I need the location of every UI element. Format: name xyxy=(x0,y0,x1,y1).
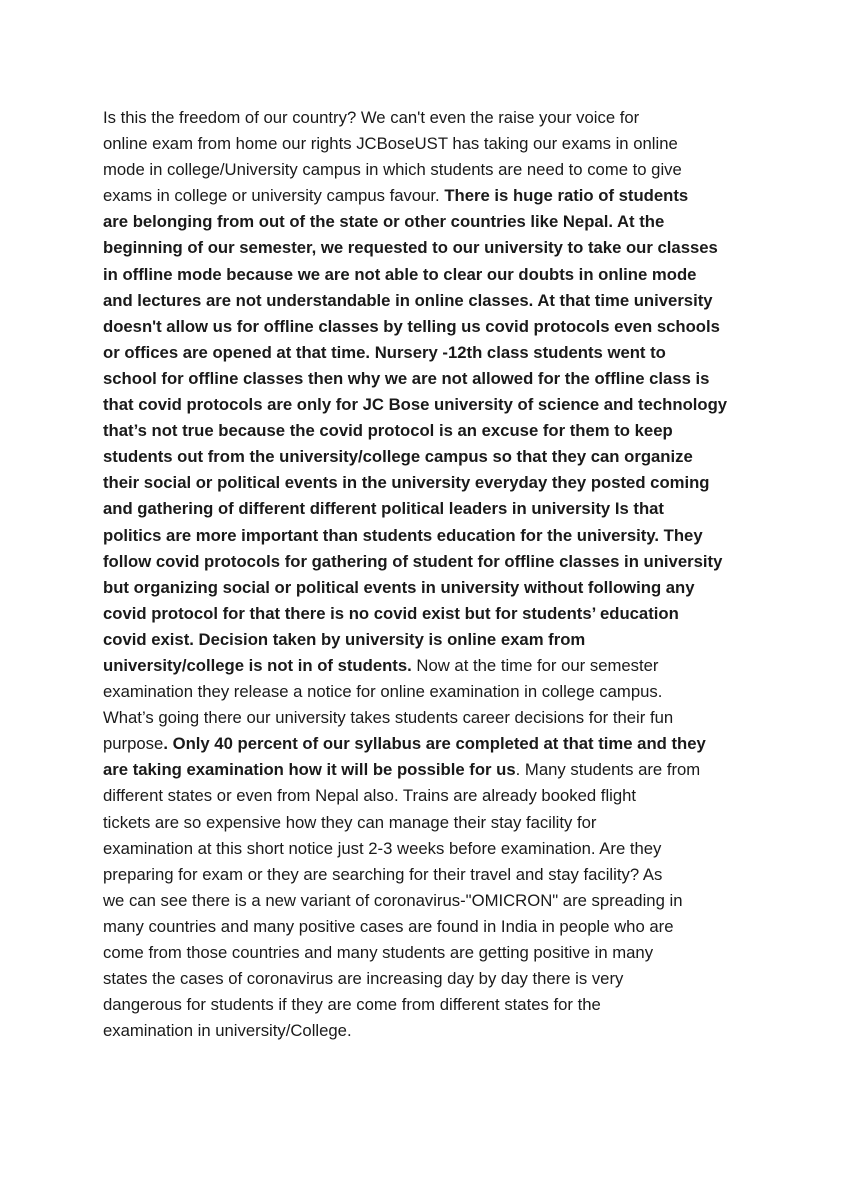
text-run: dangerous for students if they are come from different states for the xyxy=(103,995,601,1015)
text-line xyxy=(103,731,763,757)
bold-text-run: or offices are opened at that time. Nursery -12th class students went to xyxy=(103,342,666,362)
bold-text-run: school for offline classes then why we are not allowed for the offline class is xyxy=(103,368,710,388)
text-line xyxy=(103,1018,763,1044)
bold-text-run: are belonging from out of the state or other countries like Nepal. At the xyxy=(103,212,665,232)
text-line xyxy=(103,575,763,601)
text-run: preparing for exam or they are searching for their travel and stay facility? As xyxy=(103,864,663,884)
bold-text-run: that’s not true because the covid protocol is an excuse for them to keep xyxy=(103,421,673,441)
bold-text-run: are taking examination how it will be possible for us xyxy=(103,760,516,780)
text-line xyxy=(103,653,763,679)
text-run: purpose xyxy=(103,734,164,754)
text-line xyxy=(103,183,763,209)
bold-text-run: politics are more important than students education for the university. They xyxy=(103,525,703,545)
bold-text-run: covid exist. Decision taken by university is online exam from xyxy=(103,629,586,649)
text-line xyxy=(103,992,763,1018)
text-line xyxy=(103,627,763,653)
text-line xyxy=(103,366,763,392)
bold-text-run: students out from the university/college campus so that they can organize xyxy=(103,447,693,467)
text-line xyxy=(103,523,763,549)
text-run: . Many students are from xyxy=(515,760,701,780)
text-line xyxy=(103,131,763,157)
text-line xyxy=(103,496,763,522)
text-run: online exam from home our rights JCBoseUST has taking our exams in online xyxy=(103,134,678,154)
text-line xyxy=(103,235,763,261)
bold-text-run: follow covid protocols for gathering of student for offline classes in university xyxy=(103,551,723,571)
bold-text-run: their social or political events in the university everyday they posted coming xyxy=(103,473,710,493)
bold-text-run: doesn't allow us for offline classes by telling us covid protocols even schools xyxy=(103,316,720,336)
text-run: examination at this short notice just 2-3 weeks before examination. Are they xyxy=(103,838,662,858)
bold-text-run: There is huge ratio of students xyxy=(444,186,689,206)
bold-text-run: covid protocol for that there is no covid exist but for students’ education xyxy=(103,603,679,623)
text-line xyxy=(103,444,763,470)
text-line xyxy=(103,105,763,131)
text-run: we can see there is a new variant of coronavirus-"OMICRON" are spreading in xyxy=(103,890,683,910)
bold-text-run: and gathering of different different political leaders in university Is that xyxy=(103,499,664,519)
bold-text-run: university/college is not in of students. xyxy=(103,655,412,675)
text-run: exams in college or university campus favour. xyxy=(103,186,445,206)
text-line xyxy=(103,705,763,731)
text-run: Is this the freedom of our country? We can't even the raise your voice for xyxy=(103,108,640,127)
text-line xyxy=(103,888,763,914)
text-line xyxy=(103,470,763,496)
text-line xyxy=(103,340,763,366)
text-line xyxy=(103,783,763,809)
text-run: examination they release a notice for online examination in college campus. xyxy=(103,682,663,702)
text-line xyxy=(103,836,763,862)
text-line xyxy=(103,810,763,836)
body-paragraph xyxy=(103,105,763,1044)
bold-text-run: but organizing social or political events in university without following any xyxy=(103,577,695,597)
text-line xyxy=(103,914,763,940)
text-run: tickets are so expensive how they can manage their stay facility for xyxy=(103,812,597,832)
text-run: come from those countries and many students are getting positive in many xyxy=(103,943,654,962)
text-line xyxy=(103,418,763,444)
text-line xyxy=(103,314,763,340)
text-run: mode in college/University campus in which students are need to come to give xyxy=(103,160,682,180)
text-line xyxy=(103,601,763,627)
text-line xyxy=(103,862,763,888)
text-line xyxy=(103,392,763,418)
bold-text-run: . Only 40 percent of our syllabus are completed at that time and they xyxy=(163,734,706,754)
text-run: many countries and many positive cases are found in India in people who are xyxy=(103,916,674,936)
text-run: examination in university/College. xyxy=(103,1021,352,1041)
text-line xyxy=(103,757,763,783)
text-run: What’s going there our university takes students career decisions for their fun xyxy=(103,708,674,728)
text-line xyxy=(103,288,763,314)
text-run: different states or even from Nepal also. Trains are already booked flight xyxy=(103,786,637,806)
text-line xyxy=(103,940,763,966)
text-line xyxy=(103,966,763,992)
text-line xyxy=(103,157,763,183)
bold-text-run: in offline mode because we are not able to clear our doubts in online mode xyxy=(103,264,697,284)
text-line xyxy=(103,262,763,288)
bold-text-run: beginning of our semester, we requested to our university to take our classes xyxy=(103,238,718,258)
text-line xyxy=(103,549,763,575)
text-run: Now at the time for our semester xyxy=(411,655,659,675)
bold-text-run: and lectures are not understandable in online classes. At that time university xyxy=(103,290,713,310)
text-line xyxy=(103,679,763,705)
text-run: states the cases of coronavirus are increasing day by day there is very xyxy=(103,969,624,989)
text-line xyxy=(103,209,763,235)
bold-text-run: that covid protocols are only for JC Bose university of science and technology xyxy=(103,395,728,415)
